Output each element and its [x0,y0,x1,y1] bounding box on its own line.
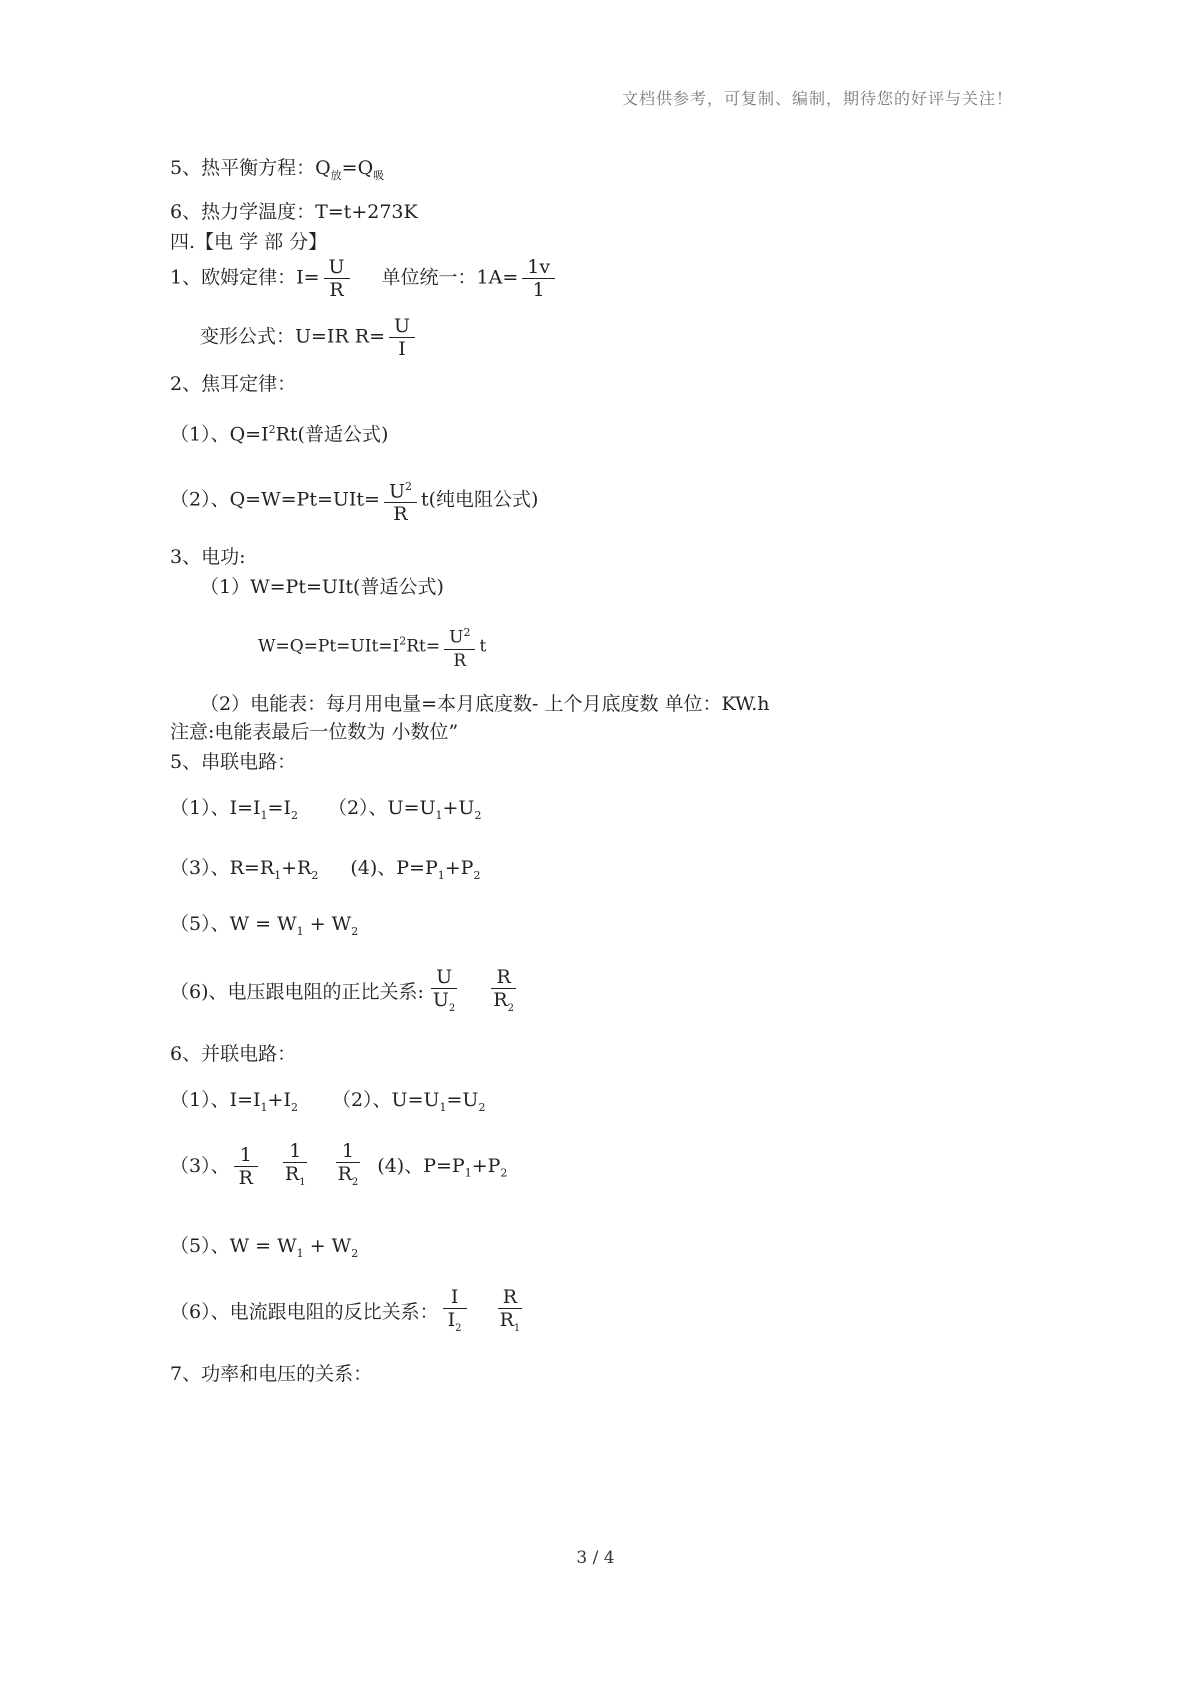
denominator: R [393,503,408,526]
text: （6）、电流跟电阻的反比关系： [170,1300,439,1323]
text: =Q [341,157,374,179]
numerator: R [491,966,515,989]
sup: 2 [268,423,276,436]
work-title: 3、电功: [170,546,246,568]
text: +R [281,857,312,879]
ohm-law-line [170,256,559,301]
sub: 2 [290,808,298,822]
power-voltage-title: 7、功率和电压的关系： [170,1363,373,1385]
sub: 2 [351,924,359,938]
fraction [280,1140,311,1194]
sub: 1 [439,1100,447,1114]
text: (4)、P=P [377,1154,465,1177]
text: + W [309,913,352,935]
sub: 1 [274,868,282,882]
text: R [337,1163,352,1185]
denominator [488,989,519,1020]
fraction [333,1140,364,1194]
sub: 2 [507,1002,514,1014]
sub: 2 [351,1246,359,1260]
heat-balance-line [170,156,384,188]
text: (4)、P=P [350,857,438,879]
meter-note: 注意:电能表最后一位数为 小数位” [170,721,459,743]
sub: 放 [330,168,342,182]
numerator: I [443,1286,467,1309]
fraction [384,476,417,525]
joule-law-title: 2、焦耳定律： [170,373,297,395]
sub: 1 [513,1322,521,1334]
text: （2）、U=U [327,797,436,819]
fraction [488,966,519,1020]
text: （3）、 [170,1154,230,1177]
text: （6)、电压跟电阻的正比关系: [170,980,424,1003]
section-heading-electricity: 四.【电 学 部 分】 [170,231,328,253]
sub: 2 [478,1100,486,1114]
numerator: U [324,256,350,279]
text: Rt(普适公式) [275,423,389,446]
denominator [280,1163,311,1194]
sub: 2 [351,1176,359,1188]
denominator: R [238,1167,253,1190]
series-row-4 [170,966,523,1020]
fraction [234,1144,258,1189]
numerator: U [389,315,415,338]
series-row-2 [170,856,480,888]
meter-line: （2）电能表：每月用电量=本月底度数- 上个月底度数 单位：KW.h [200,693,770,715]
text: R [493,989,508,1011]
text: 单位统一：1A= [381,266,519,289]
parallel-row-2 [170,1140,507,1194]
sub: 2 [455,1322,462,1334]
numerator [384,476,417,503]
fraction [389,315,415,360]
text: （1）、Q=I [170,423,269,446]
text: （1）、I=I [170,797,261,819]
sub: 吸 [373,168,385,182]
denominator [495,1309,526,1340]
sub: 1 [437,868,445,882]
parallel-row-3 [170,1234,358,1266]
denominator [333,1163,364,1194]
text: R [499,1309,514,1331]
denominator: R [329,279,344,301]
numerator: R [498,1286,522,1309]
text: Rt= [406,636,441,657]
parallel-title: 6、并联电路： [170,1043,297,1065]
fraction [324,256,350,301]
text: （5）、W = W [170,913,297,935]
text: =U [446,1089,479,1111]
text: （5）、W = W [170,1235,297,1257]
text: t [479,636,487,657]
work-formula-1: （1）W=Pt=UIt(普适公式) [200,576,444,598]
text: I [447,1309,456,1331]
text: U [449,627,464,648]
sub: 2 [448,1002,456,1014]
series-row-1 [170,796,481,828]
fraction [443,1286,467,1340]
text: +U [442,797,475,819]
series-title: 5、串联电路： [170,751,297,773]
numerator: 1 [234,1144,258,1167]
text: t(纯电阻公式) [420,488,539,511]
numerator: U [431,966,457,989]
denominator: I [398,338,406,360]
fraction [495,1286,526,1340]
header-note: 文档供参考，可复制、编制，期待您的好评与关注！ [621,89,1013,108]
sub: 1 [435,808,443,822]
fraction [428,966,460,1020]
text: 1、欧姆定律：I= [170,266,320,289]
text: U [388,480,405,503]
sub: 1 [299,1176,306,1188]
text: W=Q=Pt=UIt=I [258,636,400,657]
text: +P [471,1154,501,1177]
variant-formula-line [200,315,419,360]
text: +I [267,1089,291,1111]
joule-formula-1 [170,418,388,446]
parallel-row-1 [170,1088,485,1120]
text: （2）、Q=W=Pt=UIt= [170,488,380,511]
denominator [443,1309,467,1340]
denominator: R [453,650,467,671]
text: （2）、U=U [331,1089,440,1111]
numerator: 1 [283,1140,307,1163]
sub: 2 [474,808,482,822]
sub: 2 [500,1166,508,1180]
thermo-temp-line: 6、热力学温度：T=t+273K [170,201,418,223]
text: =I [267,797,291,819]
sub: 1 [260,808,268,822]
denominator: 1 [532,279,545,301]
text: （3）、R=R [170,857,275,879]
numerator [444,622,475,650]
page-number: 3 / 4 [576,1548,615,1568]
joule-formula-2 [170,476,538,525]
text: +P [444,857,474,879]
series-row-3 [170,912,358,944]
denominator [428,989,460,1020]
sup: 2 [463,626,471,639]
sub: 1 [296,1246,304,1260]
sup: 2 [404,480,412,493]
text: + W [309,1235,352,1257]
sub: 1 [260,1100,268,1114]
text: U [432,989,449,1011]
text: （1）、I=I [170,1089,261,1111]
text: 变形公式：U=IR R= [200,325,386,348]
sup: 2 [399,634,407,648]
sub: 2 [311,868,319,882]
sub: 1 [464,1166,472,1180]
fraction [522,256,555,301]
work-formula-2 [258,622,486,672]
numerator: 1 [336,1140,360,1163]
parallel-row-4 [170,1286,529,1340]
text: 5、热平衡方程：Q [170,157,331,179]
sub: 2 [473,868,481,882]
numerator: 1v [522,256,555,279]
sub: 1 [296,924,304,938]
sub: 2 [290,1100,298,1114]
fraction [444,622,475,672]
text: R [284,1163,300,1185]
